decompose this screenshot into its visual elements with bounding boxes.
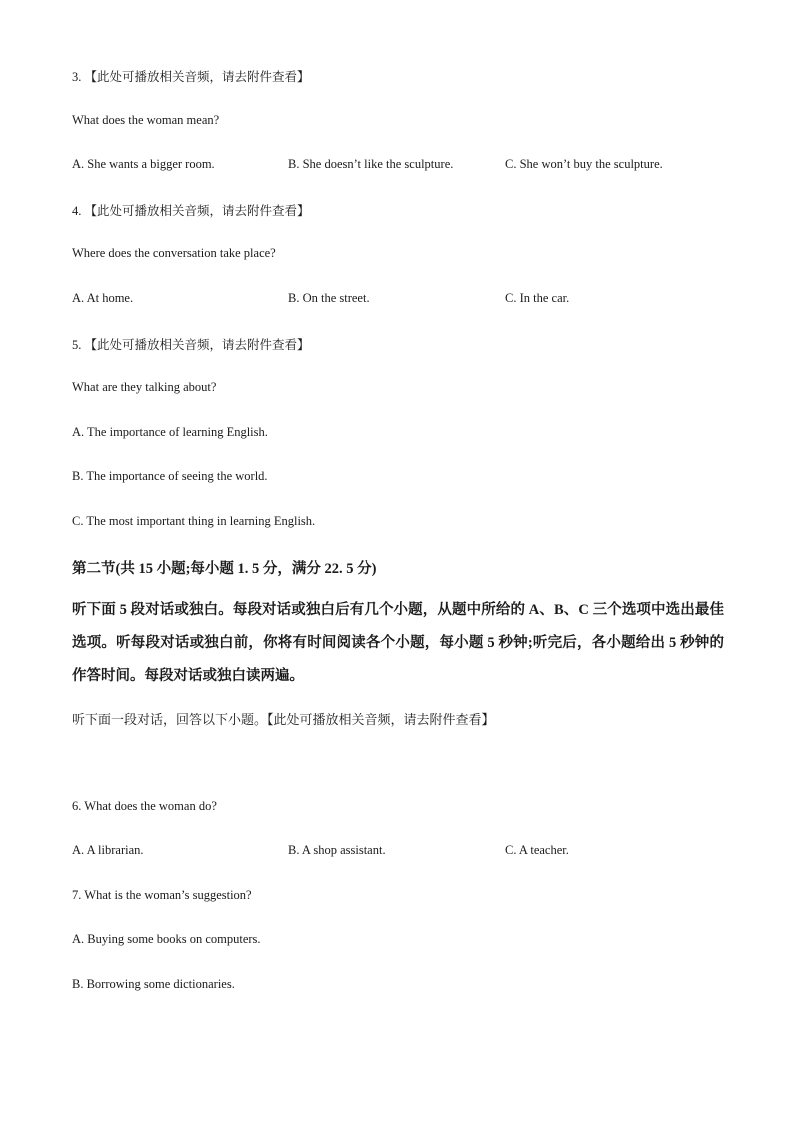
question-3-audio-prompt: 3. 【此处可播放相关音频，请去附件查看】 [72,70,310,84]
section-title: 第二节(共 15 小题;每小题 1. 5 分，满分 22. 5 分) [72,561,377,577]
question-3-text: What does the woman mean? [72,113,220,127]
question-4-option-b: B. On the street. [288,291,370,305]
question-4-text: Where does the conversation take place? [72,246,276,260]
question-3-option-b: B. She doesn’t like the sculpture. [288,157,454,171]
question-5-audio-prompt: 5. 【此处可播放相关音频，请去附件查看】 [72,338,310,352]
question-7-option-a: A. Buying some books on computers. [72,932,261,946]
question-6-option-c: C. A teacher. [505,843,569,857]
question-5-option-a: A. The importance of learning English. [72,425,268,439]
question-6-option-b: B. A shop assistant. [288,843,386,857]
question-5-text: What are they talking about? [72,380,217,394]
question-5-option-b: B. The importance of seeing the world. [72,469,268,483]
section-instructions: 听下面 5 段对话或独白。每段对话或独白后有几个小题，从题中所给的 A、B、C 三个选项中选出最佳选项。听每段对话或独白前，你将有时间阅读各个小题，每小题 5 秒钟;听完后，各小题给出 5 秒钟的作答时间。每段对话或独白读两遍。 [72,602,724,684]
question-6-text: 6. What does the woman do? [72,799,217,813]
question-6-option-a: A. A librarian. [72,843,144,857]
question-7-text: 7. What is the woman’s suggestion? [72,888,252,902]
dialogue-intro: 听下面一段对话，回答以下小题。【此处可播放相关音频，请去附件查看】 [72,712,495,727]
question-4-option-a: A. At home. [72,291,134,305]
question-4-audio-prompt: 4. 【此处可播放相关音频，请去附件查看】 [72,204,310,218]
question-3-option-c: C. She won’t buy the sculpture. [505,157,663,171]
question-3-option-a: A. She wants a bigger room. [72,157,215,171]
question-7-option-b: B. Borrowing some dictionaries. [72,977,235,991]
question-5-option-c: C. The most important thing in learning English. [72,514,316,528]
question-4-option-c: C. In the car. [505,291,570,305]
